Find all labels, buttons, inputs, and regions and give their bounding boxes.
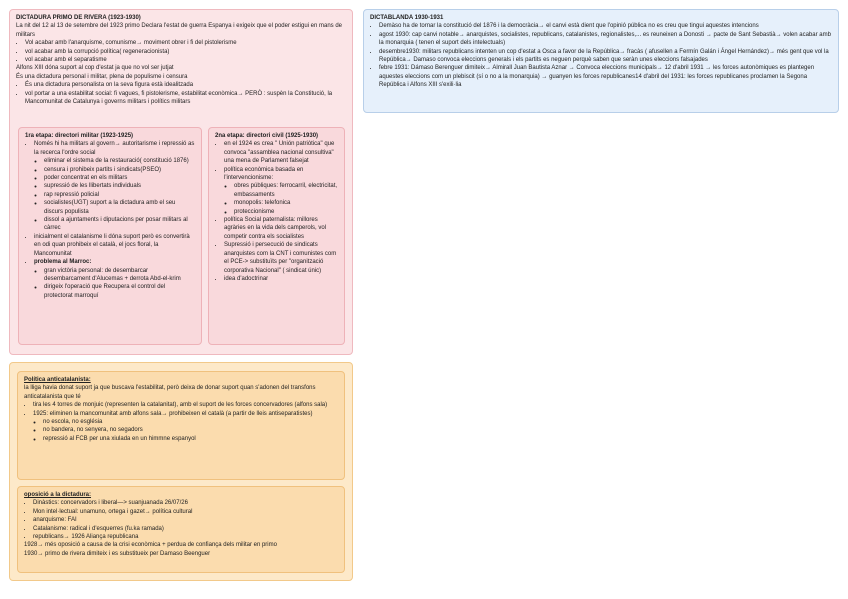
stage1-subitem: ◦ supressió de les llibertats individuals: [44, 182, 195, 190]
stage2-subitem: ◦ obres públiques: ferrocarril, electricitat, embassaments: [234, 182, 338, 199]
stage1-box: [18, 127, 202, 345]
dictablanda-item: • agost 1930: cap canvi notable→ anarquistes, socialistes, republicans, catalanistes, regionalistes,... es reuneixen a Donosti → pacte de Sant Sebastià→ volen acabar amb la monarquia ( tenen el suport dels intelectuals): [379, 31, 832, 48]
dictablanda-list: [370, 22, 832, 89]
dictadura-aims-list: [16, 39, 346, 64]
dictablanda-item: • febre 1931: Dámaso Berenguer dimiteix→ Almirall Juan Bautista Aznar → Convoca eleccions municipals→ 12 d'abril 1931 → les forces autonòmiques es plantegen aquestes eleccions com un plebiscit (sí o no a la monarquia) → guanyen les forces republicanes14 d'abril del 1931: les forces republicanes proclamen la Segona República i Alfons XIII s'exili·lia: [379, 64, 832, 89]
stage1-subitem: ◦ dirigeix l'operació que Recupera el control del protectorat marroquí: [44, 283, 195, 300]
politica-intro: la lliga havia donat suport ja que buscava l'estabilitat, però deixa de donar suport quan s'adonen del transfons anticatalanista que té: [24, 385, 316, 400]
stage2-item-text: política econòmica basada en l'intervencionisme:: [224, 166, 304, 182]
dictadura-points-list: [16, 81, 346, 106]
politica-list: [24, 401, 338, 443]
stage1-subitem: ◦ socialistes(UGT) suport a la dictadura amb el seu discurs populista: [44, 199, 195, 216]
oposicio-list: [24, 499, 338, 541]
dictablanda-title: DICTABLANDA 1930-1931: [370, 15, 444, 21]
politica-item-text: 1925: eliminen la mancomunitat amb alfons sala→ prohibeixen el català (a partir de lleis antiseparatistes): [33, 410, 313, 417]
stage1-item-text: Només hi ha militars al govern→ autoritarisme i repressió as la recerca l'ordre social: [34, 141, 195, 156]
oposicio-item: • Catalanisme: radical i d'esquerres (fu.ka ramada): [33, 525, 338, 533]
stage2-item: [224, 166, 338, 216]
dictadura-title: DICTADURA PRIMO DE RIVERA (1923-1930): [16, 15, 141, 21]
aim-item: • vol acabar amb la corrupció política( regeneracionista): [25, 48, 346, 56]
oposicio-1928: 1928→ més oposició a causa de la crisi econòmica + perdua de confiança dels militar en primo: [24, 542, 277, 549]
stage1-subitem: ◦ gran victòria personal: de desembarcar desembarcament d'Alucemas + derrota Abd-el-krim: [44, 267, 195, 284]
stage1-item: [34, 140, 195, 232]
dictadura-intro: La nit del 12 al 13 de setembre del 1923 primo Declara l'estat de guerra Espanya i exigeix que el poder estigui en mans de militars: [16, 23, 343, 38]
dictadura-nature: És una dictadura personal i militar, plena de populisme i censura: [16, 73, 188, 80]
stage1-list: [25, 140, 195, 300]
politica-title: Política anticatalanista:: [24, 377, 91, 383]
stage1-subitem: ◦ dissol a ajuntaments i diputacions per posar militars al càrrec: [44, 216, 195, 233]
stage2-item: • política Social paternalista: millores agràries en la vida dels camperols, vol competir contra els socialistes: [224, 216, 338, 241]
stage1-subitem: ◦ poder concentrat en els militars: [44, 174, 195, 182]
oposicio-item: • Mon intel·lectual: unamuno, ortega i gazet→ política cultural: [33, 508, 338, 516]
dictablanda-item: • desembre1930: militars republicans intenten un cop d'estat a Osca a favor de la República→ fracàs ( afusellen a Fermín Galán i Ángel Hernández)→ més gent que vol la República→ Damaso convoca eleccions generals i els partits es neguen perquè saben que seràn unes eleccions falsajades: [379, 48, 832, 65]
oposicio-title: oposició a la dictadura:: [24, 492, 92, 498]
oposicio-1930: 1930→ primo de rivera dimiteix i es substitueix per Damaso Beenguer: [24, 550, 211, 557]
stage2-subitem: ◦ proteccionisme: [234, 208, 338, 216]
stage1-subitem: ◦ rap repressió policial: [44, 191, 195, 199]
politica-subitem: ◦ repressió al FCB per una xiulada en un himmne espanyol: [43, 435, 338, 443]
stage2-list: [215, 140, 338, 283]
stage1-item: • inicialment el catalanisme li dóna suport però es convertirà en odi quan prohibeix el català, el jocs floral, la Mancomunitat: [34, 233, 195, 258]
alfons-support: Alfons XIII dóna suport al cop d'estat ja que no vol ser jutjat: [16, 65, 174, 72]
oposicio-item: • anarquisme: FAI: [33, 516, 338, 524]
politica-item: [33, 410, 338, 444]
stage2-item: • en el 1924 es crea " Unión patriòtica" que convoca "assamblea nacional consultiva" una mena de Parlament falsejat: [224, 140, 338, 165]
dictablanda-section: [363, 9, 839, 113]
politica-subitem: ◦ no bandera, no senyera, no segadors: [43, 426, 338, 434]
stage1-title: 1ra etapa: directori militar (1923-1925): [25, 133, 134, 139]
stage2-sublist: [224, 182, 338, 216]
point-item: • vol portar a una estabilitat social: fi vagues, fi pistolerisme, estabilitat econòmica→ PERÒ : suspèn la Constitució, la Mancomunitat de Catalunya i governs militars i polítics militars: [25, 90, 346, 107]
oposicio-item: • republicans→ 1926 Aliança republicana: [33, 533, 338, 541]
dictablanda-item: • Demàso ha de tornar la constitució del 1876 i la democràcia→ el canvi està dient que l'opinió pública no es creu que tingui aquestes intencions: [379, 22, 832, 30]
stage1-subitem: ◦ censura i prohibeix partits i sindicats(PSEO): [44, 166, 195, 174]
point-item: • És una dictadura personalista on la seva figura està idealitzada: [25, 81, 346, 89]
stage1-item-text: problema al Marroc:: [34, 259, 92, 266]
aim-item: • Vol acabar amb l'anarquisme, comunisme→ moviment obrer i fi del pistolerisme: [25, 39, 346, 47]
stage1-sublist: [34, 157, 195, 233]
politica-item: • tira les 4 torres de monjuic (representen la catalanitat), amb el suport de les forces concervadores (alfons sala): [33, 401, 338, 409]
aim-item: • vol acabar amb el separatisme: [25, 56, 346, 64]
stage2-title: 2na etapa: directori civil (1925-1930): [215, 133, 319, 139]
politica-sublist: [33, 418, 338, 443]
politica-box: [17, 371, 345, 480]
oposicio-item: • Dinàstics: concervadors i liberal—> suanjuanada 26/07/26: [33, 499, 338, 507]
stage2-subitem: ◦ monopolis: telefonica: [234, 199, 338, 207]
stage2-item: • idea d'adoctrinar: [224, 275, 338, 283]
stage1-subitem: ◦ eliminar el sistema de la restauració( constitució 1876): [44, 157, 195, 165]
stage2-item: • Supressió i persecució de sindicats anarquistes com la CNT i comunistes com el PCE-> substituïts per "organització corporativa Nacional" ( sindicat únic): [224, 241, 338, 275]
politica-subitem: ◦ no escola, no església: [43, 418, 338, 426]
stage1-sublist: [34, 267, 195, 301]
stage2-box: [208, 127, 345, 345]
oposicio-box: [17, 486, 345, 573]
stage1-item: [34, 258, 195, 300]
